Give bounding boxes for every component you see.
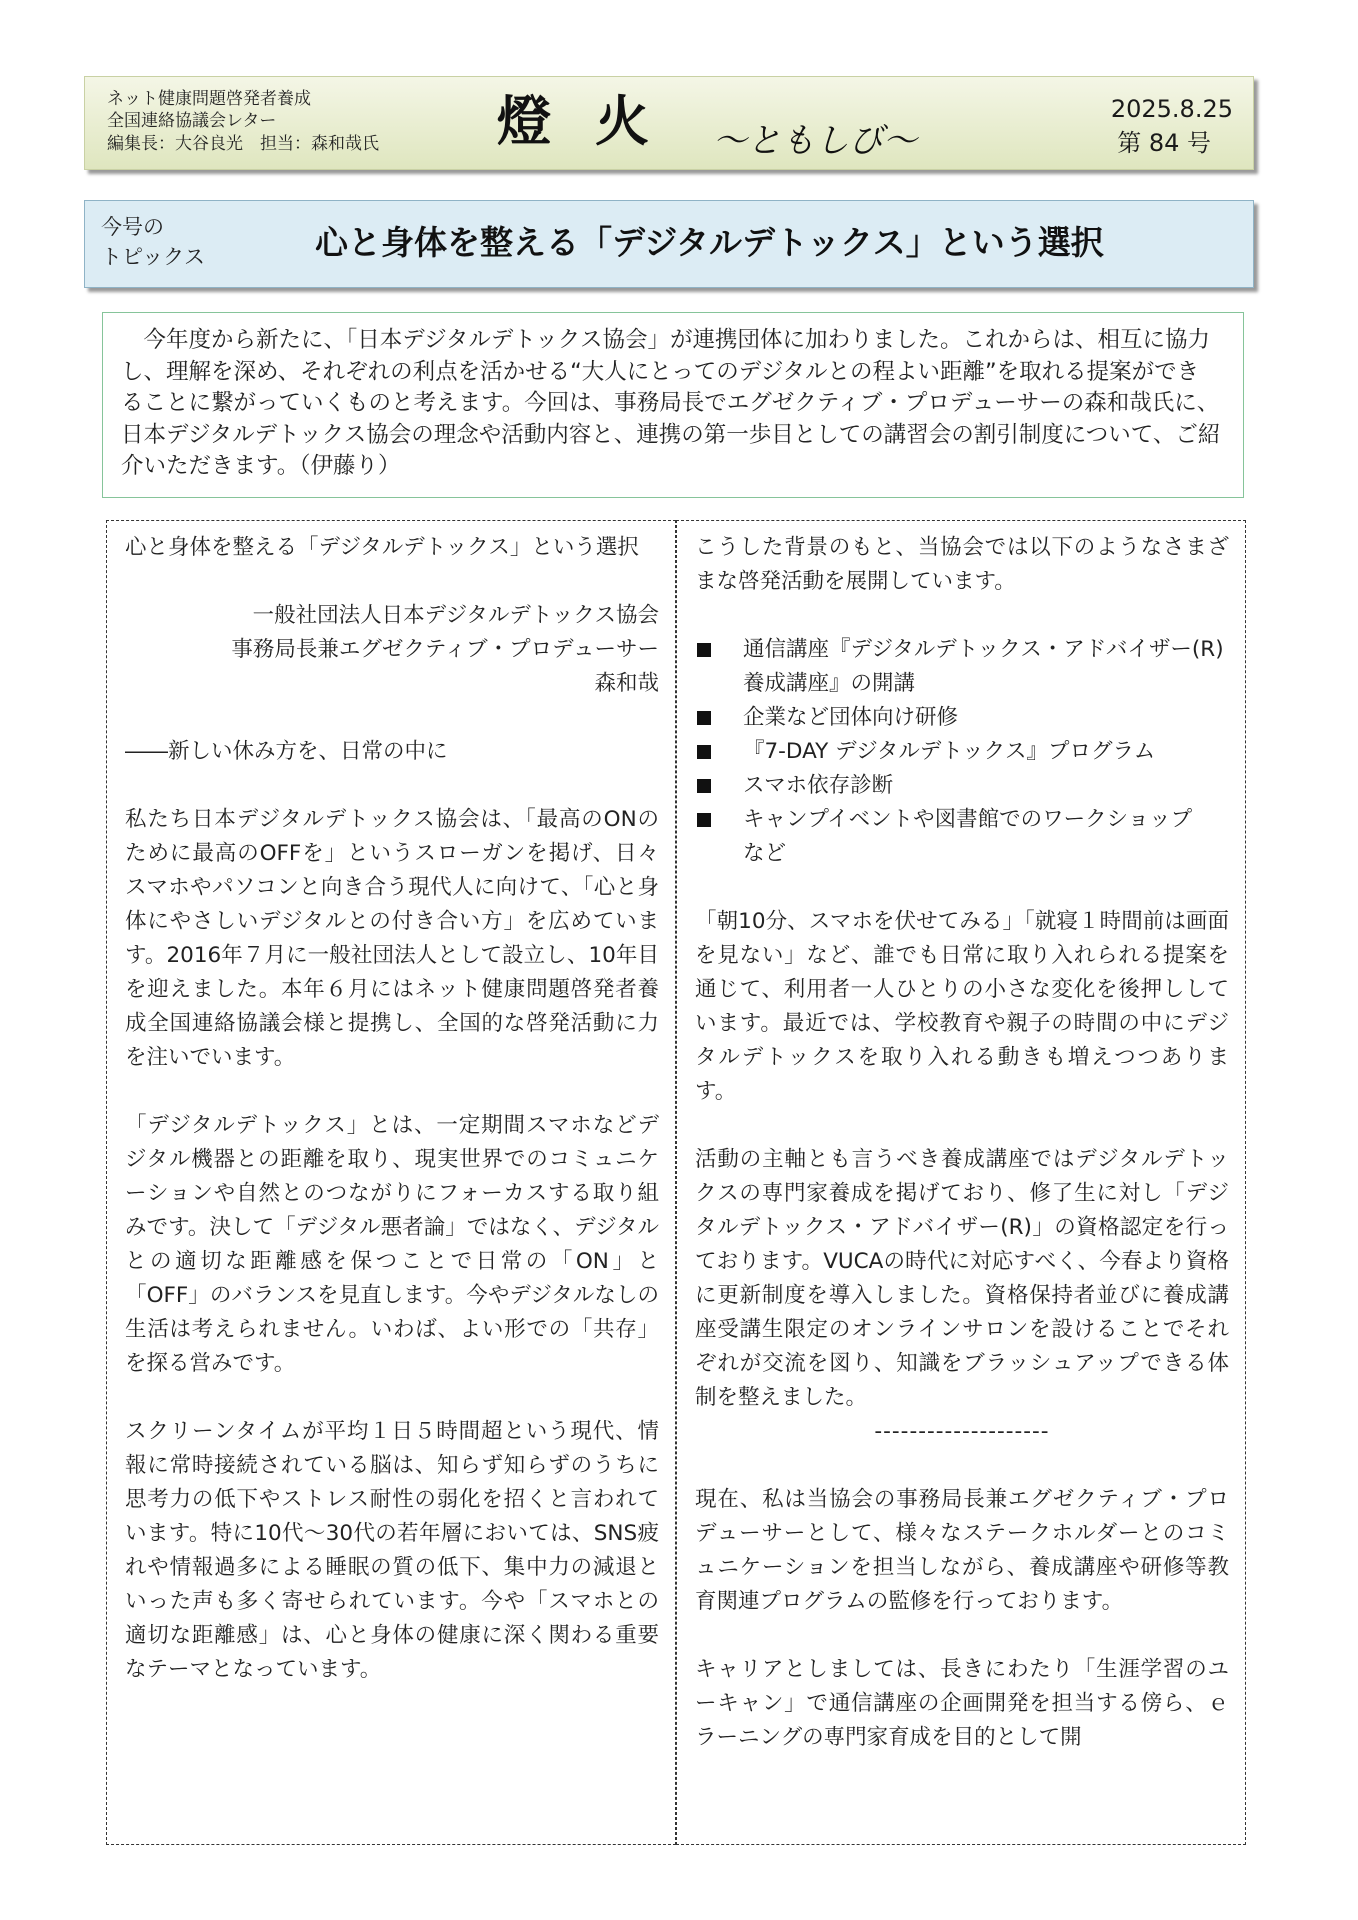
topic-title: 心と身体を整える「デジタルデトックス」という選択 (315, 223, 1104, 262)
masthead-org-line2: 全国連絡協議会レター (107, 111, 277, 131)
list-item: 企業など団体向け研修 (695, 701, 1229, 735)
topic-banner (84, 200, 1254, 288)
newsletter-subtitle: ～ともしび～ (713, 121, 917, 161)
intro-text: 今年度から新たに、「日本デジタルデトックス協会」が連携団体に加わりました。これからは、相互に協力し、理解を深め、それぞれの利点を活かせる“大人にとってのデジタルとの程よい距離”を取れる提案ができることに繋がっていくものと考えます。今回は、事務局長でエグゼクティブ・プロデューサーの森和哉氏に、日本デジタルデトックス協会の理念や活動内容と、連携の第一歩目としての講習会の割引制度について、ご紹介いただきます。（伊藤り） (121, 327, 1221, 479)
article-column-right (676, 520, 1246, 1845)
article-paragraph: スクリーンタイムが平均１日５時間超という現代、情報に常時接続されている脳は、知らず知らずのうちに思考力の低下やストレス耐性の弱化を招くと言われています。特に10代～30代の若年層においては、SNS疲れや情報過多による睡眠の質の低下、集中力の減退といった声も多く寄せられています。今や「スマホとの適切な距離感」は、心と身体の健康に深く関わる重要なテーマとなっています。 (125, 1419, 659, 1682)
bullet-square-icon (697, 813, 711, 827)
list-item: 通信講座『デジタルデトックス・アドバイザー(R)養成講座』の開講 (695, 633, 1229, 701)
masthead (84, 76, 1254, 170)
article-paragraph: 現在、私は当協会の事務局長兼エグゼクティブ・プロデューサーとして、様々なステークホルダーとのコミュニケーションを担当しながら、養成講座や研修等教育関連プログラムの監修を行っております。 (695, 1487, 1229, 1614)
bullet-square-icon (697, 745, 711, 759)
section-divider: -------------------- (874, 1419, 1050, 1444)
masthead-org-line1: ネット健康問題啓発者養成 (107, 89, 311, 109)
bullet-square-icon (697, 779, 711, 793)
topic-label-line2: トピックス (101, 245, 205, 269)
author-organization: 一般社団法人日本デジタルデトックス協会 (252, 603, 659, 628)
article-paragraph: 「朝10分、スマホを伏せてみる」「就寝１時間前は画面を見ない」など、誰でも日常に取り入れられる提案を通じて、利用者一人ひとりの小さな変化を後押ししています。最近では、学校教育や親子の時間の中にデジタルデトックスを取り入れる動きも増えつつあります。 (695, 909, 1229, 1104)
activity-list (695, 633, 1229, 871)
article-paragraph: 私たち日本デジタルデトックス協会は、「最高のONのために最高のOFFを」というスローガンを掲げ、日々スマホやパソコンと向き合う現代人に向けて、「心と身体にやさしいデジタルとの付き合い方」を広めています。2016年７月に一般社団法人として設立し、10年目を迎えました。本年６月にはネット健康問題啓発者養成全国連絡協議会様と提携し、全国的な啓発活動に力を注いでいます。 (125, 807, 659, 1070)
list-item: 『7-DAY デジタルデトックス』プログラム (695, 735, 1229, 769)
intro-box (102, 312, 1244, 498)
article-title: 心と身体を整える「デジタルデトックス」という選択 (125, 535, 639, 560)
article-paragraph: キャリアとしましては、長きにわたり「生涯学習のユーキャン」で通信講座の企画開発を担当する傍ら、ｅラーニングの専門家育成を目的として開 (695, 1657, 1229, 1750)
list-item: スマホ依存診断 (695, 769, 1229, 803)
article-paragraph: 「デジタルデトックス」とは、一定期間スマホなどデジタル機器との距離を取り、現実世界でのコミュニケーションや自然とのつながりにフォーカスする取り組みです。決して「デジタル悪者論」ではなく、デジタルとの適切な距離感を保つことで日常の「ON」と「OFF」のバランスを見直します。今やデジタルなしの生活は考えられません。いわば、よい形での「共存」を探る営みです。 (125, 1113, 659, 1376)
masthead-editor-line: 編集長：大谷良光 担当：森和哉氏 (107, 134, 379, 154)
newsletter-title: 燈火 (497, 89, 693, 153)
issue-number: 第 84 号 (1117, 129, 1211, 157)
list-item: キャンプイベントや図書館でのワークショップ など (695, 803, 1229, 871)
bullet-square-icon (697, 711, 711, 725)
author-name: 森和哉 (594, 671, 659, 696)
topic-label-line1: 今号の (101, 215, 164, 239)
article-paragraph: 活動の主軸とも言うべき養成講座ではデジタルデトックスの専門家養成を掲げており、修了生に対し「デジタルデトックス・アドバイザー(R)」の資格認定を行っております。VUCAの時代に対応すべく、今春より資格に更新制度を導入しました。資格保持者並びに養成講座受講生限定のオンラインサロンを設けることでそれぞれが交流を図り、知識をブラッシュアップできる体制を整えました。 (695, 1147, 1229, 1410)
article-lead: ――新しい休み方を、日常の中に (125, 739, 448, 764)
bullet-square-icon (697, 643, 711, 657)
issue-date: 2025.8.25 (1110, 95, 1233, 123)
article-column-left (106, 520, 676, 1845)
author-position: 事務局長兼エグゼクティブ・プロデューサー (231, 637, 659, 662)
article-paragraph: こうした背景のもと、当協会では以下のようなさまざまな啓発活動を展開しています。 (695, 535, 1229, 594)
